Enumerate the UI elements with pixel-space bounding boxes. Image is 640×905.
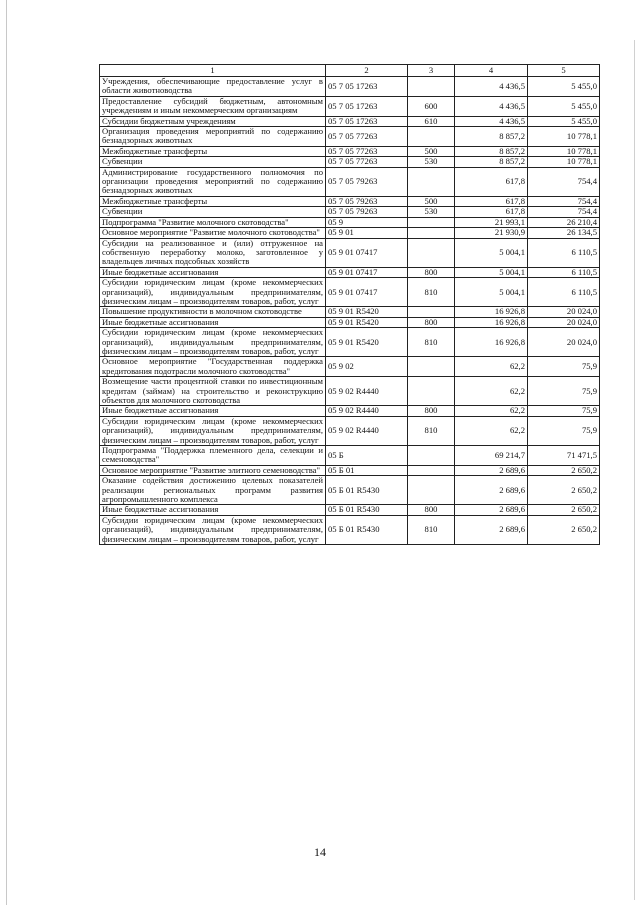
row-name-cell: Иные бюджетные ассигнования xyxy=(100,317,326,327)
row-code-cell: 05 9 01 07417 xyxy=(326,267,408,277)
row-type-cell: 800 xyxy=(408,505,455,515)
table-row xyxy=(100,238,600,267)
table-row xyxy=(100,116,600,126)
row-name-cell: Основное мероприятие "Развитие молочного скотоводства" xyxy=(100,228,326,238)
table-row xyxy=(100,207,600,217)
row-name-cell: Администрирование государственного полномочия по организации проведения мероприятий по содержанию безнадзорных животных xyxy=(100,167,326,196)
row-amount-1-cell: 4 436,5 xyxy=(455,77,528,97)
row-code-cell: 05 7 05 77263 xyxy=(326,157,408,167)
row-type-cell: 610 xyxy=(408,116,455,126)
row-type-cell xyxy=(408,446,455,466)
row-name-cell: Субсидии юридическим лицам (кроме некоммерческих организаций), индивидуальным предпринимателям, физическим лицам – производителям товаров, работ, услуг xyxy=(100,416,326,445)
row-type-cell: 800 xyxy=(408,317,455,327)
row-amount-1-cell: 5 004,1 xyxy=(455,278,528,307)
row-type-cell: 530 xyxy=(408,157,455,167)
table-row xyxy=(100,357,600,377)
row-code-cell: 05 9 02 R4440 xyxy=(326,377,408,406)
row-code-cell: 05 9 02 xyxy=(326,357,408,377)
row-amount-2-cell: 75,9 xyxy=(528,357,600,377)
row-type-cell xyxy=(408,377,455,406)
row-code-cell: 05 7 05 79263 xyxy=(326,207,408,217)
row-amount-2-cell: 5 455,0 xyxy=(528,77,600,97)
header-col-5: 5 xyxy=(528,65,600,77)
row-name-cell: Организация проведения мероприятий по содержанию безнадзорных животных xyxy=(100,127,326,147)
row-code-cell: 05 9 01 R5420 xyxy=(326,307,408,317)
row-amount-1-cell: 2 689,6 xyxy=(455,465,528,475)
row-type-cell xyxy=(408,465,455,475)
row-code-cell: 05 9 01 xyxy=(326,228,408,238)
row-amount-2-cell: 20 024,0 xyxy=(528,317,600,327)
row-code-cell: 05 7 05 79263 xyxy=(326,196,408,206)
page-number: 14 xyxy=(314,845,326,859)
row-amount-2-cell: 20 024,0 xyxy=(528,307,600,317)
row-code-cell: 05 7 05 77263 xyxy=(326,127,408,147)
row-amount-1-cell: 62,2 xyxy=(455,416,528,445)
row-name-cell: Основное мероприятие "Развитие элитного семеноводства" xyxy=(100,465,326,475)
table-row xyxy=(100,146,600,156)
row-amount-2-cell: 75,9 xyxy=(528,377,600,406)
row-code-cell: 05 7 05 17263 xyxy=(326,116,408,126)
row-code-cell: 05 7 05 77263 xyxy=(326,146,408,156)
row-code-cell: 05 7 05 17263 xyxy=(326,77,408,97)
row-name-cell: Субсидии на реализованное и (или) отгруженное на собственную переработку молоко, заготовленное у владельцев личных подсобных хозяйств xyxy=(100,238,326,267)
table-row xyxy=(100,328,600,357)
row-amount-1-cell: 21 993,1 xyxy=(455,217,528,227)
scan-edge-left xyxy=(6,0,7,905)
table-row xyxy=(100,446,600,466)
table-row xyxy=(100,406,600,416)
row-amount-1-cell: 8 857,2 xyxy=(455,157,528,167)
row-type-cell xyxy=(408,127,455,147)
row-name-cell: Возмещение части процентной ставки по инвестиционным кредитам (займам) на строительство и реконструкцию объектов для молочного скотоводства xyxy=(100,377,326,406)
row-amount-2-cell: 754,4 xyxy=(528,167,600,196)
row-type-cell xyxy=(408,307,455,317)
row-amount-1-cell: 617,8 xyxy=(455,196,528,206)
row-code-cell: 05 Б xyxy=(326,446,408,466)
row-amount-2-cell: 5 455,0 xyxy=(528,116,600,126)
table-row xyxy=(100,416,600,445)
row-amount-2-cell: 2 650,2 xyxy=(528,465,600,475)
row-amount-1-cell: 8 857,2 xyxy=(455,127,528,147)
row-name-cell: Подпрограмма "Поддержка племенного дела, селекции и семеноводства" xyxy=(100,446,326,466)
row-amount-1-cell: 16 926,8 xyxy=(455,307,528,317)
table-row xyxy=(100,127,600,147)
table-row xyxy=(100,77,600,97)
row-amount-2-cell: 754,4 xyxy=(528,207,600,217)
row-amount-1-cell: 4 436,5 xyxy=(455,116,528,126)
row-amount-2-cell: 2 650,2 xyxy=(528,515,600,544)
row-amount-2-cell: 75,9 xyxy=(528,406,600,416)
row-code-cell: 05 9 02 R4440 xyxy=(326,406,408,416)
row-code-cell: 05 9 01 R5420 xyxy=(326,317,408,327)
row-name-cell: Основное мероприятие "Государственная поддержка кредитования подотрасли молочного скотоводства" xyxy=(100,357,326,377)
table-header-row xyxy=(100,65,600,77)
row-type-cell: 800 xyxy=(408,406,455,416)
row-type-cell xyxy=(408,167,455,196)
row-name-cell: Субвенции xyxy=(100,157,326,167)
row-amount-1-cell: 617,8 xyxy=(455,207,528,217)
row-code-cell: 05 Б 01 xyxy=(326,465,408,475)
row-code-cell: 05 Б 01 R5430 xyxy=(326,505,408,515)
row-amount-2-cell: 10 778,1 xyxy=(528,127,600,147)
row-type-cell xyxy=(408,228,455,238)
row-code-cell: 05 9 01 R5420 xyxy=(326,328,408,357)
row-amount-1-cell: 21 930,9 xyxy=(455,228,528,238)
row-type-cell: 810 xyxy=(408,416,455,445)
row-amount-1-cell: 16 926,8 xyxy=(455,328,528,357)
row-name-cell: Повышение продуктивности в молочном скотоводстве xyxy=(100,307,326,317)
row-amount-1-cell: 5 004,1 xyxy=(455,267,528,277)
row-type-cell xyxy=(408,357,455,377)
row-amount-2-cell: 10 778,1 xyxy=(528,157,600,167)
row-amount-1-cell: 4 436,5 xyxy=(455,96,528,116)
row-name-cell: Иные бюджетные ассигнования xyxy=(100,267,326,277)
row-name-cell: Субсидии юридическим лицам (кроме некоммерческих организаций), индивидуальным предпринимателям, физическим лицам – производителям товаров, работ, услуг xyxy=(100,515,326,544)
row-amount-1-cell: 2 689,6 xyxy=(455,515,528,544)
table-row xyxy=(100,505,600,515)
row-amount-2-cell: 20 024,0 xyxy=(528,328,600,357)
table-row xyxy=(100,217,600,227)
row-name-cell: Субсидии бюджетным учреждениям xyxy=(100,116,326,126)
table-row xyxy=(100,196,600,206)
table-row xyxy=(100,96,600,116)
header-col-3: 3 xyxy=(408,65,455,77)
row-amount-1-cell: 16 926,8 xyxy=(455,317,528,327)
row-code-cell: 05 9 xyxy=(326,217,408,227)
table-row xyxy=(100,317,600,327)
table-row xyxy=(100,515,600,544)
row-code-cell: 05 Б 01 R5430 xyxy=(326,515,408,544)
row-amount-2-cell: 6 110,5 xyxy=(528,267,600,277)
row-type-cell: 810 xyxy=(408,515,455,544)
row-amount-1-cell: 69 214,7 xyxy=(455,446,528,466)
row-name-cell: Предоставление субсидий бюджетным, автономным учреждениям и иным некоммерческим организациям xyxy=(100,96,326,116)
table-row xyxy=(100,267,600,277)
row-type-cell: 800 xyxy=(408,267,455,277)
row-type-cell: 500 xyxy=(408,196,455,206)
table-row xyxy=(100,307,600,317)
header-col-2: 2 xyxy=(326,65,408,77)
row-amount-2-cell: 754,4 xyxy=(528,196,600,206)
row-amount-2-cell: 71 471,5 xyxy=(528,446,600,466)
row-amount-2-cell: 2 650,2 xyxy=(528,505,600,515)
row-name-cell: Субсидии юридическим лицам (кроме некоммерческих организаций), индивидуальным предпринимателям, физическим лицам – производителям товаров, работ, услуг xyxy=(100,278,326,307)
row-amount-2-cell: 10 778,1 xyxy=(528,146,600,156)
row-type-cell: 500 xyxy=(408,146,455,156)
row-code-cell: 05 7 05 79263 xyxy=(326,167,408,196)
table-row xyxy=(100,476,600,505)
table-row xyxy=(100,167,600,196)
row-name-cell: Оказание содействия достижению целевых показателей реализации региональных программ развития агропромышленного комплекса xyxy=(100,476,326,505)
row-type-cell xyxy=(408,238,455,267)
row-amount-2-cell: 26 210,4 xyxy=(528,217,600,227)
row-amount-2-cell: 26 134,5 xyxy=(528,228,600,238)
row-code-cell: 05 9 01 07417 xyxy=(326,238,408,267)
row-amount-1-cell: 2 689,6 xyxy=(455,476,528,505)
row-name-cell: Межбюджетные трансферты xyxy=(100,146,326,156)
table-row xyxy=(100,465,600,475)
row-amount-1-cell: 8 857,2 xyxy=(455,146,528,156)
row-type-cell xyxy=(408,476,455,505)
row-code-cell: 05 9 02 R4440 xyxy=(326,416,408,445)
row-amount-1-cell: 2 689,6 xyxy=(455,505,528,515)
row-type-cell xyxy=(408,217,455,227)
header-col-1: 1 xyxy=(100,65,326,77)
row-type-cell: 600 xyxy=(408,96,455,116)
row-code-cell: 05 7 05 17263 xyxy=(326,96,408,116)
table-row xyxy=(100,157,600,167)
row-amount-1-cell: 62,2 xyxy=(455,357,528,377)
row-type-cell: 530 xyxy=(408,207,455,217)
row-code-cell: 05 Б 01 R5430 xyxy=(326,476,408,505)
row-code-cell: 05 9 01 07417 xyxy=(326,278,408,307)
row-type-cell xyxy=(408,77,455,97)
row-amount-2-cell: 75,9 xyxy=(528,416,600,445)
row-name-cell: Иные бюджетные ассигнования xyxy=(100,406,326,416)
row-amount-1-cell: 5 004,1 xyxy=(455,238,528,267)
table-row xyxy=(100,377,600,406)
row-amount-2-cell: 6 110,5 xyxy=(528,278,600,307)
table-row xyxy=(100,228,600,238)
row-name-cell: Субвенции xyxy=(100,207,326,217)
row-type-cell: 810 xyxy=(408,278,455,307)
row-name-cell: Субсидии юридическим лицам (кроме некоммерческих организаций), индивидуальным предпринимателям, физическим лицам – производителям товаров, работ, услуг xyxy=(100,328,326,357)
row-amount-2-cell: 6 110,5 xyxy=(528,238,600,267)
row-name-cell: Межбюджетные трансферты xyxy=(100,196,326,206)
budget-table-body xyxy=(100,65,600,545)
row-name-cell: Учреждения, обеспечивающие предоставление услуг в области животноводства xyxy=(100,77,326,97)
table-row xyxy=(100,278,600,307)
row-name-cell: Иные бюджетные ассигнования xyxy=(100,505,326,515)
scan-edge-right xyxy=(634,40,635,900)
header-col-4: 4 xyxy=(455,65,528,77)
budget-table xyxy=(99,64,600,545)
row-amount-1-cell: 62,2 xyxy=(455,406,528,416)
row-amount-1-cell: 617,8 xyxy=(455,167,528,196)
row-name-cell: Подпрограмма "Развитие молочного скотоводства" xyxy=(100,217,326,227)
row-amount-2-cell: 5 455,0 xyxy=(528,96,600,116)
row-type-cell: 810 xyxy=(408,328,455,357)
row-amount-1-cell: 62,2 xyxy=(455,377,528,406)
row-amount-2-cell: 2 650,2 xyxy=(528,476,600,505)
